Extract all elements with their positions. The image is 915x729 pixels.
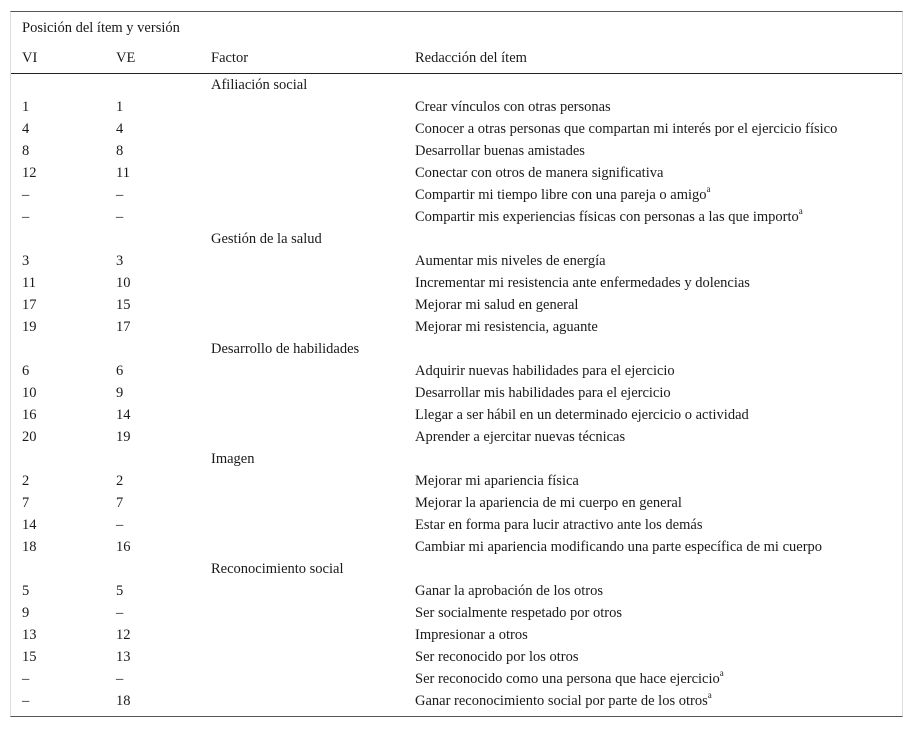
item-row — [11, 140, 902, 162]
item-vi: 9 — [22, 605, 30, 621]
item-ve: 8 — [116, 143, 124, 159]
item-row — [11, 382, 902, 404]
item-text — [415, 624, 528, 646]
item-text-content: Conocer a otras personas que compartan mi interés por el ejercicio físico — [415, 121, 838, 137]
item-row — [11, 184, 902, 206]
item-vi: 5 — [22, 583, 30, 599]
item-ve: 19 — [116, 429, 131, 445]
item-ve: 6 — [116, 363, 124, 379]
item-row — [11, 162, 902, 184]
header-redaccion: Redacción del ítem — [415, 50, 527, 66]
item-text-content: Ganar reconocimiento social por parte de los otros — [415, 693, 708, 709]
item-row — [11, 514, 902, 536]
item-text — [415, 162, 663, 184]
item-text — [415, 206, 803, 228]
item-text-content: Compartir mi tiempo libre con una pareja o amigo — [415, 187, 707, 203]
item-ve: 13 — [116, 649, 131, 665]
factor-label: Afiliación social — [211, 77, 308, 93]
items-table — [10, 11, 903, 717]
item-vi: 10 — [22, 385, 37, 401]
item-text-content: Estar en forma para lucir atractivo ante los demás — [415, 517, 703, 533]
item-ve: 14 — [116, 407, 131, 423]
item-ve: – — [116, 187, 124, 203]
item-text-content: Llegar a ser hábil en un determinado ejercicio o actividad — [415, 407, 749, 423]
item-text-content: Ser socialmente respetado por otros — [415, 605, 622, 621]
item-text — [415, 470, 579, 492]
item-vi: 17 — [22, 297, 37, 313]
item-ve: 15 — [116, 297, 131, 313]
footnote-marker: a — [706, 184, 711, 195]
factor-row — [11, 74, 902, 96]
item-vi: 3 — [22, 253, 30, 269]
item-vi: 16 — [22, 407, 37, 423]
footnote-marker: a — [707, 690, 712, 701]
factor-label: Imagen — [211, 451, 255, 467]
factor-label: Reconocimiento social — [211, 561, 344, 577]
item-row — [11, 426, 902, 448]
item-text — [415, 426, 625, 448]
item-row — [11, 404, 902, 426]
item-ve: – — [116, 605, 124, 621]
item-text-content: Ser reconocido como una persona que hace ejercicio — [415, 671, 720, 687]
item-row — [11, 96, 902, 118]
factor-row — [11, 228, 902, 250]
item-row — [11, 492, 902, 514]
header-factor: Factor — [211, 50, 249, 66]
item-ve: 4 — [116, 121, 124, 137]
item-text-content: Conectar con otros de manera significativa — [415, 165, 664, 181]
item-vi: – — [22, 671, 30, 687]
factor-row — [11, 448, 902, 470]
item-text — [415, 646, 579, 668]
item-ve: 9 — [116, 385, 124, 401]
item-text-content: Ser reconocido por los otros — [415, 649, 579, 665]
item-vi: 18 — [22, 539, 37, 555]
item-text — [415, 492, 682, 514]
item-text-content: Aprender a ejercitar nuevas técnicas — [415, 429, 626, 445]
item-vi: 20 — [22, 429, 37, 445]
item-vi: 4 — [22, 121, 30, 137]
item-text — [415, 250, 606, 272]
item-ve: 5 — [116, 583, 124, 599]
item-text-content: Ganar la aprobación de los otros — [415, 583, 604, 599]
item-row — [11, 536, 902, 558]
item-ve: 10 — [116, 275, 131, 291]
item-row — [11, 250, 902, 272]
item-row — [11, 470, 902, 492]
item-vi: – — [22, 209, 30, 225]
item-row — [11, 206, 902, 228]
item-row — [11, 118, 902, 140]
item-text — [415, 96, 611, 118]
factor-label: Gestión de la salud — [211, 231, 322, 247]
item-vi: 2 — [22, 473, 30, 489]
item-text — [415, 272, 750, 294]
item-text-content: Adquirir nuevas habilidades para el ejercicio — [415, 363, 675, 379]
item-vi: – — [22, 693, 30, 709]
item-ve: 11 — [116, 165, 130, 181]
item-ve: 12 — [116, 627, 131, 643]
item-text — [415, 690, 712, 712]
item-ve: 18 — [116, 693, 131, 709]
item-vi: 12 — [22, 165, 37, 181]
item-ve: 2 — [116, 473, 124, 489]
item-vi: 1 — [22, 99, 30, 115]
item-vi: 14 — [22, 517, 37, 533]
item-text — [415, 382, 671, 404]
item-vi: 13 — [22, 627, 37, 643]
item-vi: 6 — [22, 363, 30, 379]
item-row — [11, 316, 902, 338]
item-text-content: Mejorar la apariencia de mi cuerpo en general — [415, 495, 682, 511]
item-ve: – — [116, 517, 124, 533]
item-row — [11, 580, 902, 602]
item-text — [415, 668, 724, 690]
item-text-content: Desarrollar buenas amistades — [415, 143, 585, 159]
item-row — [11, 360, 902, 382]
item-vi: – — [22, 187, 30, 203]
footnote-marker: a — [719, 668, 724, 679]
item-ve: – — [116, 671, 124, 687]
item-text — [415, 536, 822, 558]
item-text — [415, 580, 603, 602]
item-row — [11, 294, 902, 316]
item-text — [415, 184, 711, 206]
item-ve: 16 — [116, 539, 131, 555]
item-row — [11, 602, 902, 624]
item-text-content: Incrementar mi resistencia ante enfermedades y dolencias — [415, 275, 750, 291]
item-vi: 7 — [22, 495, 30, 511]
item-ve: – — [116, 209, 124, 225]
item-text-content: Mejorar mi apariencia física — [415, 473, 579, 489]
item-text — [415, 404, 749, 426]
item-vi: 11 — [22, 275, 36, 291]
item-row — [11, 646, 902, 668]
item-row — [11, 272, 902, 294]
item-row — [11, 690, 902, 712]
item-text-content: Aumentar mis niveles de energía — [415, 253, 606, 269]
item-text-content: Impresionar a otros — [415, 627, 528, 643]
item-vi: 15 — [22, 649, 37, 665]
header-ve: VE — [116, 50, 136, 66]
item-text — [415, 118, 837, 140]
item-text-content: Crear vínculos con otras personas — [415, 99, 611, 115]
item-text-content: Mejorar mi resistencia, aguante — [415, 319, 598, 335]
item-vi: 19 — [22, 319, 37, 335]
item-text-content: Desarrollar mis habilidades para el ejercicio — [415, 385, 671, 401]
factor-label: Desarrollo de habilidades — [211, 341, 360, 357]
item-vi: 8 — [22, 143, 30, 159]
table-body — [11, 74, 902, 712]
item-text-content: Cambiar mi apariencia modificando una parte específica de mi cuerpo — [415, 539, 823, 555]
item-row — [11, 668, 902, 690]
factor-row — [11, 338, 902, 360]
factor-row — [11, 558, 902, 580]
item-ve: 1 — [116, 99, 124, 115]
item-text — [415, 602, 622, 624]
item-text — [415, 140, 585, 162]
item-ve: 3 — [116, 253, 124, 269]
item-ve: 7 — [116, 495, 124, 511]
item-row — [11, 624, 902, 646]
item-ve: 17 — [116, 319, 131, 335]
header-vi: VI — [22, 50, 38, 66]
item-text-content: Compartir mis experiencias físicas con personas a las que importo — [415, 209, 799, 225]
footnote-marker: a — [798, 206, 803, 217]
table-caption: Posición del ítem y versión — [22, 20, 180, 36]
item-text — [415, 316, 598, 338]
item-text — [415, 360, 675, 382]
item-text-content: Mejorar mi salud en general — [415, 297, 579, 313]
item-text — [415, 514, 702, 536]
item-text — [415, 294, 578, 316]
